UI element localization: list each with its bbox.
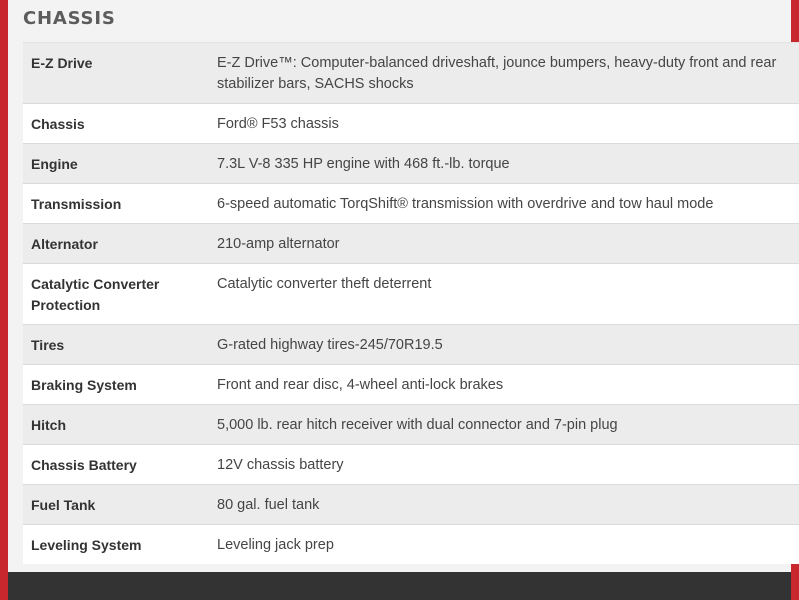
spec-value: Ford® F53 chassis	[217, 104, 799, 144]
spec-value: E-Z Drive™: Computer-balanced driveshaft, jounce bumpers, heavy-duty front and rear stabilizer bars, SACHS shocks	[217, 43, 799, 104]
spec-row-chassis-battery	[23, 445, 799, 485]
spec-row-leveling-system	[23, 525, 799, 565]
spec-row-hitch	[23, 405, 799, 445]
footer-bar	[8, 572, 791, 600]
section-title: CHASSIS	[23, 8, 116, 29]
spec-row-chassis	[23, 104, 799, 144]
spec-label: E-Z Drive	[23, 43, 217, 104]
spec-row-ez-drive	[23, 43, 799, 104]
spec-row-alternator	[23, 224, 799, 264]
spec-row-catalytic-converter	[23, 264, 799, 325]
chassis-spec-table	[23, 42, 799, 564]
spec-label: Engine	[23, 144, 217, 184]
spec-value: 12V chassis battery	[217, 445, 799, 485]
spec-value: 5,000 lb. rear hitch receiver with dual connector and 7-pin plug	[217, 405, 799, 445]
spec-label: Catalytic Converter Protection	[23, 264, 217, 325]
spec-label: Fuel Tank	[23, 485, 217, 525]
spec-value: 80 gal. fuel tank	[217, 485, 799, 525]
spec-label: Leveling System	[23, 525, 217, 565]
spec-row-transmission	[23, 184, 799, 224]
spec-row-tires	[23, 325, 799, 365]
spec-label: Transmission	[23, 184, 217, 224]
spec-value: G-rated highway tires-245/70R19.5	[217, 325, 799, 365]
spec-row-engine	[23, 144, 799, 184]
spec-label: Chassis	[23, 104, 217, 144]
spec-value: 7.3L V-8 335 HP engine with 468 ft.-lb. torque	[217, 144, 799, 184]
spec-label: Braking System	[23, 365, 217, 405]
spec-label: Chassis Battery	[23, 445, 217, 485]
spec-label: Hitch	[23, 405, 217, 445]
spec-value: Leveling jack prep	[217, 525, 799, 565]
spec-label: Alternator	[23, 224, 217, 264]
spec-value: Front and rear disc, 4-wheel anti-lock brakes	[217, 365, 799, 405]
spec-row-fuel-tank	[23, 485, 799, 525]
spec-row-braking-system	[23, 365, 799, 405]
spec-value: 210-amp alternator	[217, 224, 799, 264]
spec-label: Tires	[23, 325, 217, 365]
spec-value: Catalytic converter theft deterrent	[217, 264, 799, 325]
spec-value: 6-speed automatic TorqShift® transmission with overdrive and tow haul mode	[217, 184, 799, 224]
